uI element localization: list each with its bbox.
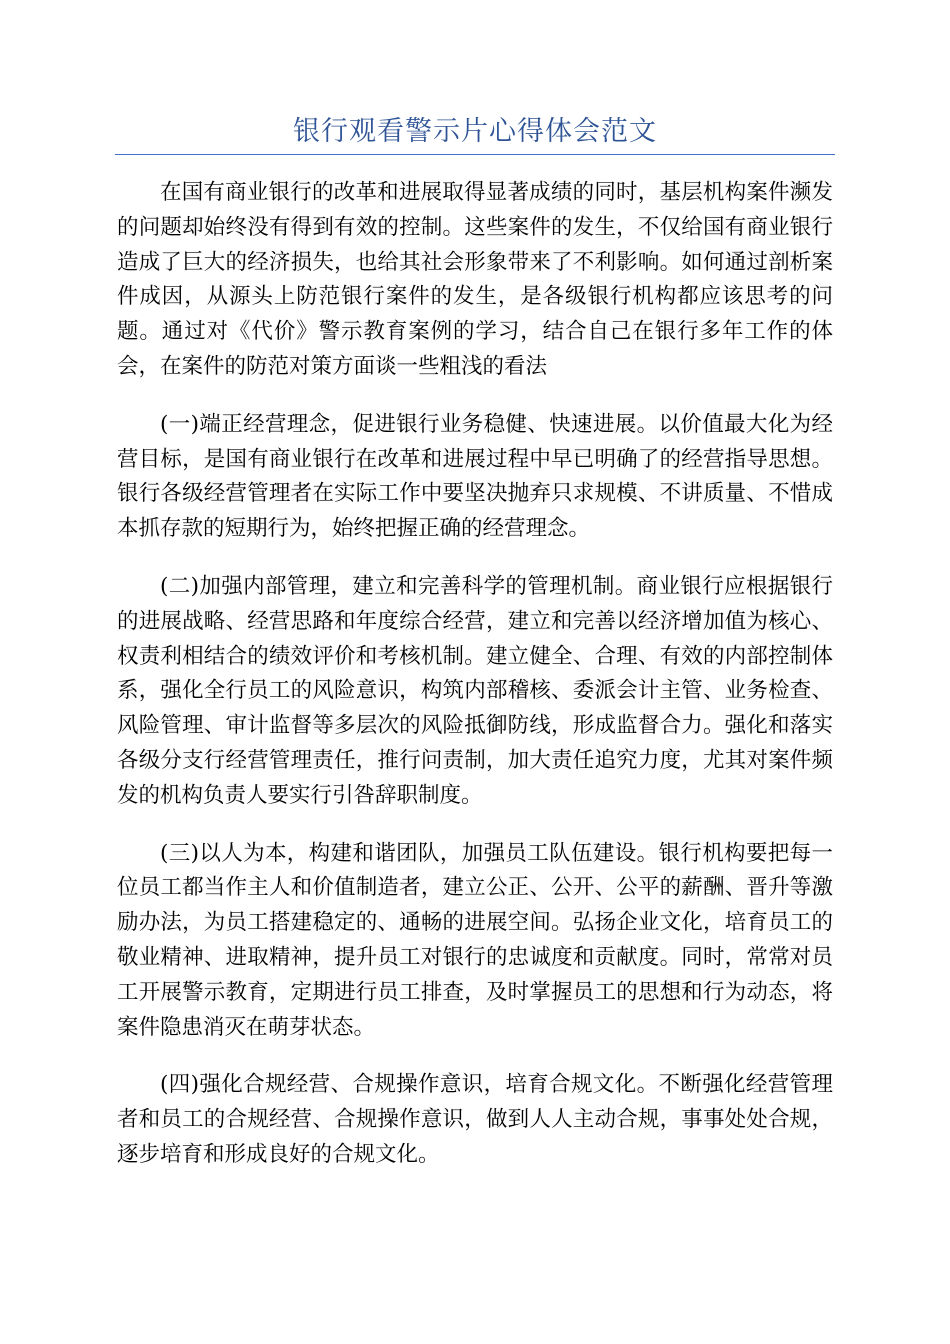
paragraph-section-3: (三)以人为本，构建和谐团队，加强员工队伍建设。银行机构要把每一位员工都当作主人和价值制造者，建立公正、公开、公平的薪酬、晋升等激励办法，为员工搭建稳定的、通畅的进展空间。弘扬企业文化，培育员工的敬业精神、进取精神，提升员工对银行的忠诚度和贡献度。同时，常常对员工开展警示教育，定期进行员工排查，及时掌握员工的思想和行为动态，将案件隐患消灭在萌芽状态。 <box>117 840 833 1040</box>
document-title: 银行观看警示片心得体会范文 <box>293 116 657 147</box>
paragraph-section-1: (一)端正经营理念，促进银行业务稳健、快速进展。以价值最大化为经营目标，是国有商业银行在改革和进展过程中早已明确了的经营指导思想。银行各级经营管理者在实际工作中要坚决抛弃只求规模、不讲质量、不惜成本抓存款的短期行为，始终把握正确的经营理念。 <box>117 411 833 542</box>
paragraph-section-2: (二)加强内部管理，建立和完善科学的管理机制。商业银行应根据银行的进展战略、经营思路和年度综合经营，建立和完善以经济增加值为核心、权责利相结合的绩效评价和考核机制。建立健全、合理、有效的内部控制体系，强化全行员工的风险意识，构筑内部稽核、委派会计主管、业务检查、风险管理、审计监督等多层次的风险抵御防线，形成监督合力。强化和落实各级分支行经营管理责任，推行问责制，加大责任追究力度，尤其对案件频发的机构负责人要实行引咎辞职制度。 <box>117 573 833 808</box>
document-body <box>117 176 833 1196</box>
paragraph-section-4: (四)强化合规经营、合规操作意识，培育合规文化。不断强化经营管理者和员工的合规经营、合规操作意识，做到人人主动合规，事事处处合规，逐步培育和形成良好的合规文化。 <box>117 1072 833 1167</box>
title-underline <box>115 154 835 155</box>
paragraph-intro: 在国有商业银行的改革和进展取得显著成绩的同时，基层机构案件濒发的问题却始终没有得到有效的控制。这些案件的发生，不仅给国有商业银行造成了巨大的经济损失，也给其社会形象带来了不利影响。如何通过剖析案件成因，从源头上防范银行案件的发生，是各级银行机构都应该思考的问题。通过对《代价》警示教育案例的学习，结合自己在银行多年工作的体会，在案件的防范对策方面谈一些粗浅的看法 <box>117 180 833 379</box>
